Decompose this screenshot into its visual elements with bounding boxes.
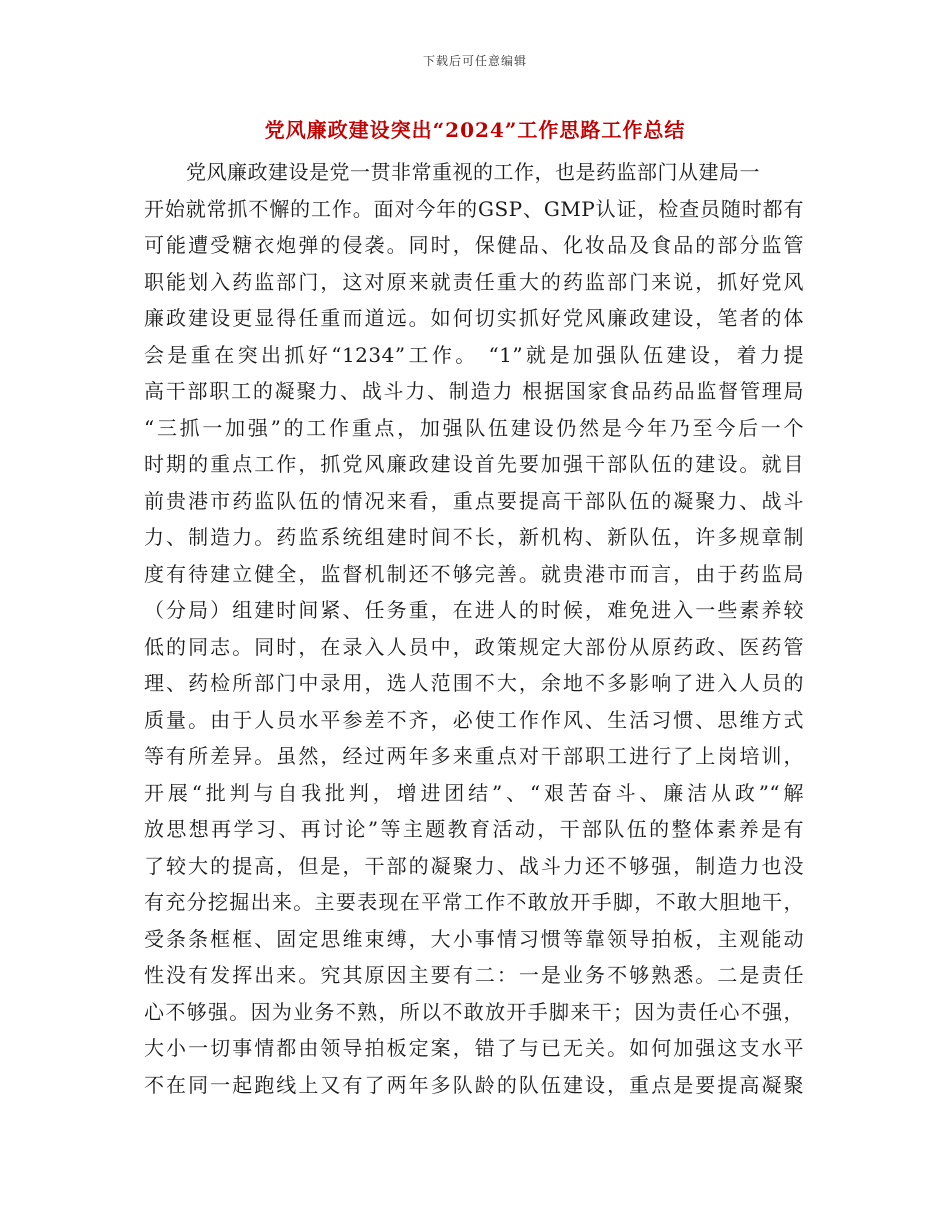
document-title: 党风廉政建设突出“2024”工作思路工作总结: [264, 118, 686, 142]
paragraph-line: 了较大的提高，但是，干部的凝聚力、战斗力还不够强，制造力也没: [144, 853, 804, 878]
paragraph-line: 开始就常抓不懈的工作。面对今年的GSP、GMP认证，检查员随时都有: [144, 196, 804, 221]
paragraph-line: 理、药检所部门中录用，选人范围不大，余地不多影响了进入人员的: [144, 671, 804, 695]
paragraph-line: 开展“批判与自我批判，增进团结”、“艰苦奋斗、廉洁从政”“解: [144, 780, 804, 805]
paragraph-line: 前贵港市药监队伍的情况来看，重点要提高干部队伍的凝聚力、战斗: [144, 488, 804, 513]
paragraph-line: 职能划入药监部门，这对原来就责任重大的药监部门来说，抓好党风: [144, 269, 804, 294]
paragraph-line: 有充分挖掘出来。主要表现在平常工作不敢放开手脚，不敢大胆地干，: [144, 890, 804, 914]
paragraph-line: 高干部职工的凝聚力、战斗力、制造力 根据国家食品药品监督管理局: [144, 379, 804, 403]
paragraph-line: 党风廉政建设是党一贯非常重视的工作，也是药监部门从建局一: [186, 160, 760, 184]
paragraph-line: 放思想再学习、再讨论”等主题教育活动，干部队伍的整体素养是有: [144, 817, 804, 841]
paragraph-line: 性没有发挥出来。究其原因主要有二：一是业务不够熟悉。二是责任: [144, 963, 804, 987]
paragraph-line: 大小一切事情都由领导拍板定案，错了与已无关。如何加强这支水平: [144, 1036, 804, 1060]
paragraph-line: “三抓一加强”的工作重点，加强队伍建设仍然是今年乃至今后一个: [144, 415, 804, 440]
paragraph-line: 力、制造力。药监系统组建时间不长，新机构、新队伍，许多规章制: [144, 525, 804, 549]
header-note: 下载后可任意编辑: [422, 54, 527, 68]
paragraph-line: 可能遭受糖衣炮弹的侵袭。同时，保健品、化妆品及食品的部分监管: [144, 233, 804, 257]
paragraph-line: （分局）组建时间紧、任务重，在进人的时候，难免进入一些素养较: [144, 598, 804, 622]
paragraph-line: 会是重在突出抓好“1234”工作。 “1”就是加强队伍建设，着力提: [144, 342, 804, 367]
paragraph-line: 不在同一起跑线上又有了两年多队龄的队伍建设，重点是要提高凝聚: [144, 1072, 804, 1097]
document-body: [144, 154, 804, 1103]
paragraph-line: 质量。由于人员水平参差不齐，必使工作作风、生活习惯、思维方式: [144, 707, 804, 732]
paragraph-line: 等有所差异。虽然，经过两年多来重点对干部职工进行了上岗培训，: [144, 744, 804, 768]
paragraph-line: 度有待建立健全，监督机制还不够完善。就贵港市而言，由于药监局: [144, 561, 804, 586]
paragraph-line: 廉政建设更显得任重而道远。如何切实抓好党风廉政建设，笔者的体: [144, 306, 804, 330]
paragraph-line: 低的同志。同时，在录入人员中，政策规定大部份从原药政、医药管: [144, 634, 804, 659]
paragraph-line: 心不够强。因为业务不熟，所以不敢放开手脚来干；因为责任心不强，: [144, 999, 804, 1024]
paragraph-line: 受条条框框、固定思维束缚，大小事情习惯等靠领导拍板，主观能动: [144, 926, 804, 951]
paragraph-line: 时期的重点工作，抓党风廉政建设首先要加强干部队伍的建设。就目: [144, 452, 804, 476]
